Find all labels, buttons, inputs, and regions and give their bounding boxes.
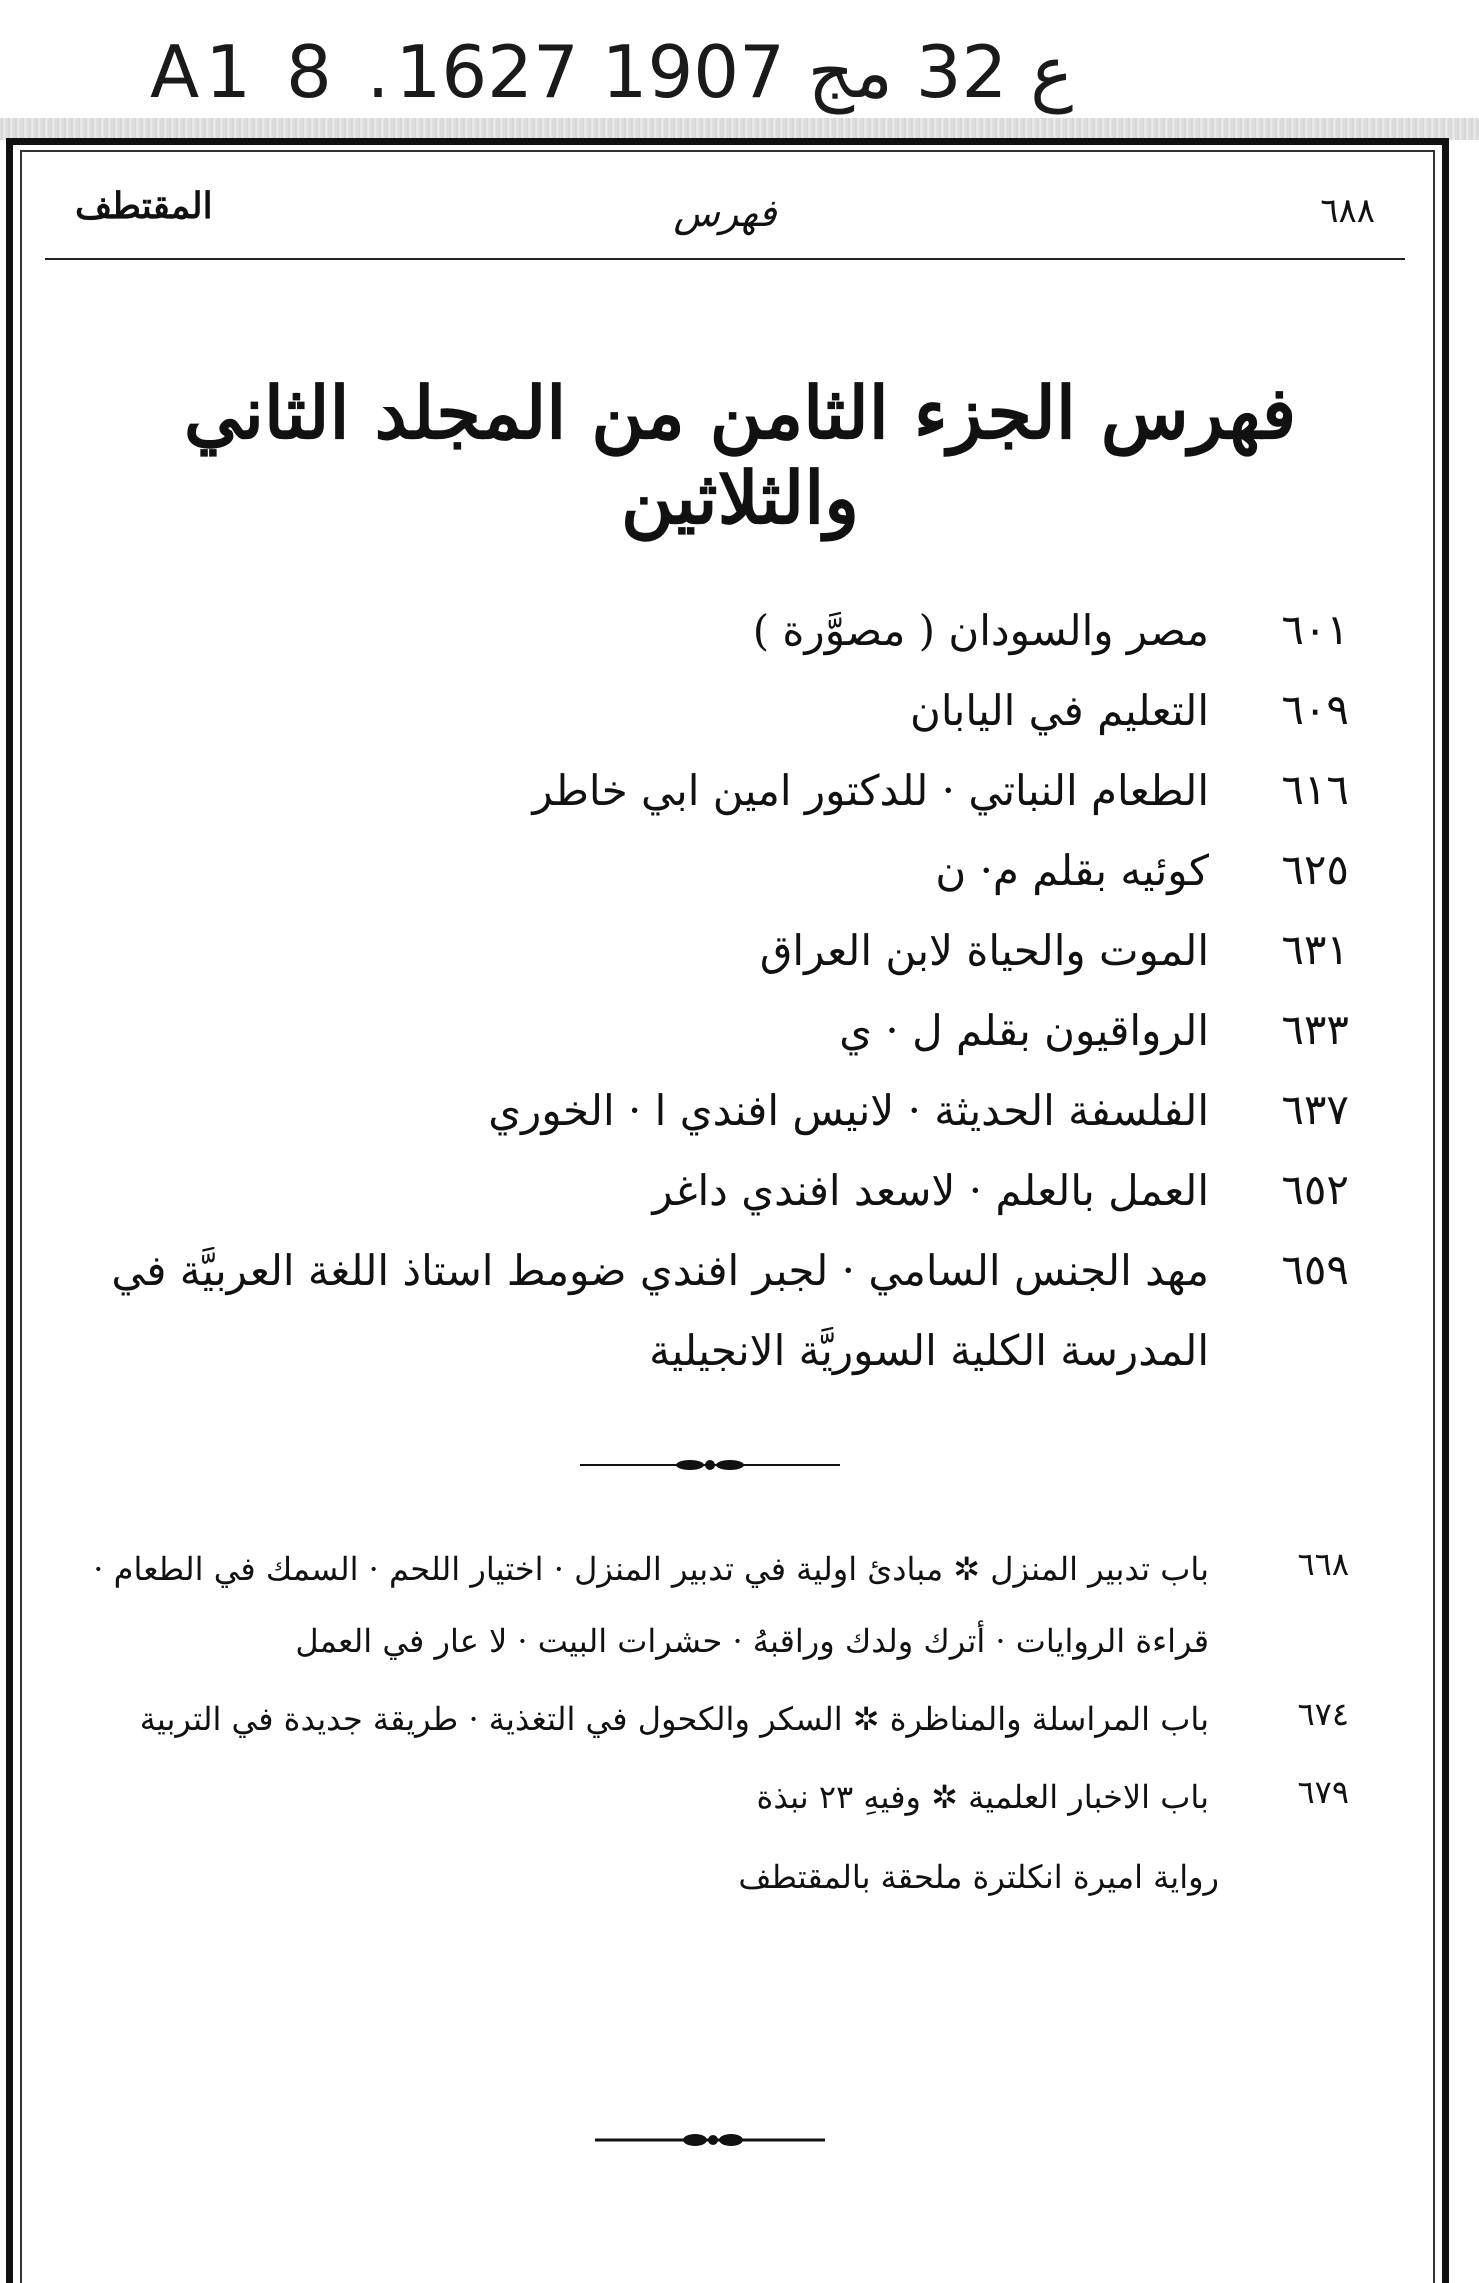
entry-title: الطعام النباتي · للدكتور امين ابي خاطر (532, 766, 1209, 815)
list-item (19, 1545, 1349, 1695)
entry-page: ٦٧٤ (1297, 1695, 1349, 1733)
running-head (45, 185, 1405, 255)
entry-title: باب المراسلة والمناظرة ✲ السكر والكحول في التغذية · طريقة جديدة في التربية (139, 1700, 1209, 1738)
entry-page: ٦٢٥ (1281, 845, 1349, 894)
handwritten-annotation: A1 8 .ع 32 مج 1907 1627 (150, 30, 1074, 114)
supplement-note: رواية اميرة انكلترة ملحقة بالمقتطف (738, 1858, 1219, 1896)
entry-title: باب تدبير المنزل ✲ مبادئ اولية في تدبير المنزل · اختيار اللحم · السمك في الطعام · قراءة الروايات · أترك ولدك وراقبهُ · حشرات البيت · لا عار في العمل (93, 1550, 1209, 1660)
entry-page: ٦٥٩ (1281, 1245, 1349, 1294)
page-number: ٦٨٨ (1320, 191, 1375, 231)
entry-page: ٦٠١ (1281, 605, 1349, 654)
entry-title: العمل بالعلم · لاسعد افندي داغر (652, 1166, 1209, 1215)
entry-page: ٦٣١ (1281, 925, 1349, 974)
entry-page: ٦٣٣ (1281, 1005, 1349, 1054)
entry-title: مصر والسودان ( مصوَّرة ) (752, 606, 1209, 655)
entry-page: ٦٥٢ (1281, 1165, 1349, 1214)
entry-title: مهد الجنس السامي · لجبر افندي ضومط استاذ اللغة العربيَّة في المدرسة الكلية السوريَّة الانجيلية (111, 1246, 1209, 1375)
ornament-divider-bottom (595, 2130, 825, 2150)
entry-title: الفلسفة الحديثة · لانيس افندي ا · الخوري (488, 1086, 1209, 1135)
articles-list (19, 605, 1349, 1415)
running-head-section: فهرس (673, 191, 777, 235)
entry-title: التعليم في اليابان (910, 686, 1209, 735)
ornament-divider (580, 1455, 840, 1475)
entry-page: ٦٠٩ (1281, 685, 1349, 734)
entry-page: ٦٣٧ (1281, 1085, 1349, 1134)
scan-edge-band (0, 118, 1479, 140)
page-title: فهرس الجزء الثامن من المجلد الثاني والثلاثين (183, 370, 1297, 540)
header-rule (45, 258, 1405, 260)
entry-title: الموت والحياة لابن العراق (759, 926, 1209, 975)
entry-title: كوئيه بقلم م· ن (935, 846, 1209, 895)
journal-name: المقتطف (75, 185, 213, 227)
entry-page: ٦١٦ (1281, 765, 1349, 814)
list-item (19, 1245, 1349, 1415)
list-item (19, 1773, 1349, 1851)
entry-page: ٦٦٨ (1297, 1545, 1349, 1583)
entry-title: باب الاخبار العلمية ✲ وفيهِ ٢٣ نبذة (756, 1778, 1209, 1816)
sections-list (19, 1545, 1349, 1851)
entry-page: ٦٧٩ (1297, 1773, 1349, 1811)
entry-title: الرواقيون بقلم ل · ي (839, 1006, 1209, 1055)
